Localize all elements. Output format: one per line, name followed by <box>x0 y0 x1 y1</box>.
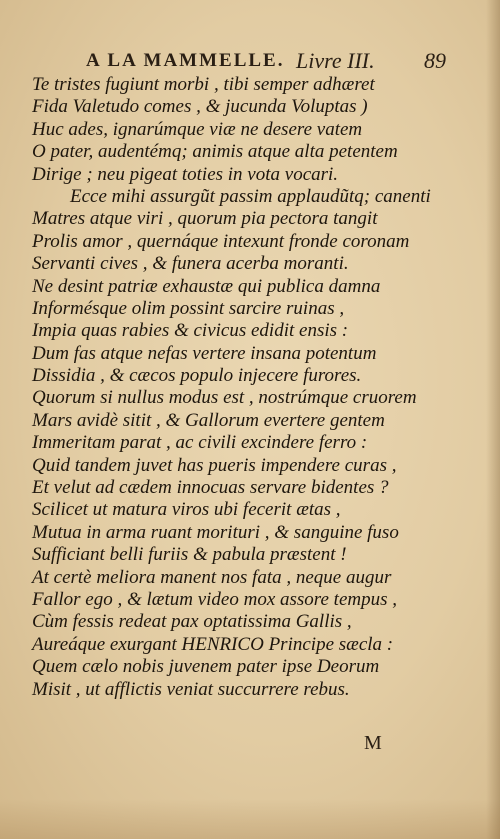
verse-line: Informésque olim possint sarcire ruinas , <box>32 297 345 319</box>
catchword: M <box>364 732 382 754</box>
verse-line: Te tristes fugiunt morbi , tibi semper adhæret <box>32 74 375 95</box>
running-title: A LA MAMMELLE. <box>86 50 285 71</box>
verse-line: O pater, audentémq; animis atque alta petentem <box>32 141 398 163</box>
verse-line: Ne desint patriæ exhaustæ qui publica damna <box>32 275 381 297</box>
verse-line: At certè meliora manent nos fata , neque augur <box>32 566 392 588</box>
verse-line: Impia quas rabies & civicus edidit ensis : <box>32 320 349 342</box>
verse-line: Huc ades, ignarúmque viæ ne desere vatem <box>32 118 363 140</box>
book-number: Livre III. <box>296 48 375 73</box>
verse-line: Quorum si nullus modus est , nostrúmque cruorem <box>32 387 417 409</box>
page-header <box>86 46 446 76</box>
verse-line: Aureáque exurgant HENRICO Principe sæcla : <box>32 633 394 655</box>
verse-line: Scilicet ut matura viros ubi fecerit ætas , <box>32 499 341 521</box>
verse-line: Mutua in arma ruant morituri , & sanguine fuso <box>32 521 399 543</box>
verse-line: Dum fas atque nefas vertere insana potentum <box>32 342 377 364</box>
verse-line: Dissidia , & cæcos populo injecere furores. <box>32 365 362 387</box>
verse-line: Mars avidè sitit , & Gallorum evertere gentem <box>32 409 385 431</box>
verse-line: Prolis amor , quernáque intexunt fronde coronam <box>32 230 410 252</box>
verse-line: Sufficiant belli furiis & pabula præstent ! <box>32 544 347 566</box>
verse-line: Quid tandem juvet has pueris impendere curas , <box>32 454 397 476</box>
verse-line: Servanti cives , & funera acerba moranti. <box>32 253 349 275</box>
verse-line: Cùm fessis redeat pax optatissima Gallis , <box>32 611 352 633</box>
page-number: 89 <box>424 48 446 73</box>
verse-line: Fallor ego , & lætum video mox assore tempus , <box>32 588 398 610</box>
verse-line: Quem cælo nobis juvenem pater ipse Deorum <box>32 656 380 678</box>
verse-line: Et velut ad cædem innocuas servare bidentes ? <box>32 477 389 499</box>
verse-line: Misit , ut afflictis veniat succurrere rebus. <box>32 678 350 700</box>
verse-line: Matres atque viri , quorum pia pectora tangit <box>32 208 378 230</box>
verse-line: Dirige ; neu pigeat toties in vota vocari. <box>32 163 339 185</box>
verse-line: Ecce mihi assurgũt passim applaudũtq; canenti <box>70 185 431 207</box>
poem-text <box>32 74 462 701</box>
verse-line: Fida Valetudo comes , & jucunda Voluptas ) <box>32 96 368 118</box>
verse-line: Immeritam parat , ac civili excindere ferro : <box>32 432 368 454</box>
